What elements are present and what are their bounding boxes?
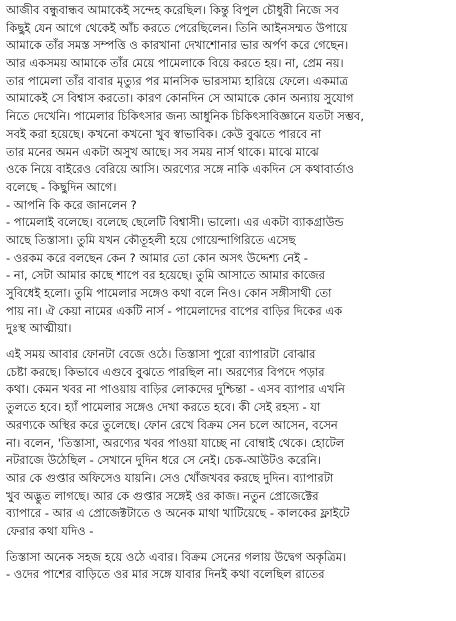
text-line: দুঃস্থ আত্মীয়া। xyxy=(6,321,72,336)
text-line: আমাকেই সে বিশ্বাস করতো। কারণ কোনদিন সে আমাকে কোন অন্যায় সুযোগ xyxy=(6,91,354,106)
text-line: তার মনের অমন একটা অসুখ আছে। সব সময় নার্স থাকে। মাঝে মাঝে xyxy=(6,144,319,159)
text-line: কথা। কেমন খবর না পাওয়ায় বাড়ির লোকদের দুশ্চিন্তা - এসব ব্যাপার এখনি xyxy=(6,382,345,397)
text-line: তিস্তাসা অনেক সহজ হয়ে ওঠে এবার। বিক্রম সেনের গলায় উদ্বেগ অকৃত্রিম। xyxy=(6,549,347,564)
text-line: আছে তিস্তাসা। তুমি যখন কৌতূহলী হয়ে গোয়েন্দাগিরিতে এসেছ xyxy=(6,232,296,247)
dialogue-line: - না, সেটা আমার কাছে শাপে বর হয়েছে। তুমি আসাতে আমার কাজের xyxy=(6,268,325,283)
text-line: আর কে গুপ্তার অফিসেও যায়নি। সেও খোঁজখবর করছে দুদিন। ব্যাপারটা xyxy=(6,470,334,485)
text-line: আজীব বন্ধুবান্ধব আমাকেই সন্দেহ করেছিল। কিন্তু বিপুল চৌধুরী নিজে সব xyxy=(6,3,339,17)
paragraph-gap xyxy=(6,338,452,346)
dialogue-line: - আপনি কি করে জানলেন ? xyxy=(6,197,137,212)
text-line: সবই করা হয়েছে। কখনো কখনো খুব স্বাভাবিক। কেউ বুঝতে পারবে না xyxy=(6,126,321,141)
paragraph-2 xyxy=(6,346,452,541)
text-line: এই সময় আবার ফোনটা বেজে ওঠে। তিস্তাসা পুরো ব্যাপারটা বোঝার xyxy=(6,347,316,362)
paragraph-gap xyxy=(6,541,452,549)
text-line: খুব অদ্ভুত লাগছে। আর কে গুপ্তার সঙ্গেই ওর কাজ। নতুন প্রোজেক্টের xyxy=(6,488,319,503)
text-line: অরণ্যকে অস্থির করে তুলেছে। ফোন রেখে বিক্রম সেন চলে আসেন, বসেন xyxy=(6,417,338,432)
text-line: কিছুই যেন আগে থেকেই আঁচ করতে পেরেছিলেন। তিনি আইনসম্মত উপায়ে xyxy=(6,20,348,35)
dialogue-line: - পামেলাই বলেছে। বলেছে ছেলেটি বিশ্বাসী। ভালো। এর একটা ব্যাকগ্রাউন্ড xyxy=(6,215,344,230)
dialogue-line: - ওদের পাশের বাড়িতে ওর মার সঙ্গে যাবার দিনই কথা বলেছিল রাতের xyxy=(6,567,325,582)
text-line: ওকে নিয়ে বাইরেও বেরিয়ে আসি। অরণ্যের সঙ্গে নাকি একদিন সে কথাবার্তাও xyxy=(6,162,354,177)
paragraph-3 xyxy=(6,549,452,584)
text-line: তার পামেলা তাঁর বাবার মৃত্যুর পর মানসিক ভারসাম্য হারিয়ে ফেলে। একমাত্র xyxy=(6,73,348,88)
text-line: নটরাজে উঠেছিল - সেখানে দুদিন ধরে সে নেই। চেক-আউটও করেনি। xyxy=(6,453,321,468)
text-line: বলেছে - কিছুদিন আগে। xyxy=(6,179,117,194)
text-line: না। বলেন, 'তিস্তাসা, অরণ্যের খবর পাওয়া যাচ্ছে না বোম্বাই থেকে। হোটেল xyxy=(6,435,345,450)
text-line: চেষ্টা করছে। কিভাবে এগুবে বুঝতে পারছিল না। অরণ্যের বিপদে পড়ার xyxy=(6,364,325,379)
text-line: আর একসময় আমাকে তাঁর মেয়ে পামেলাকে বিয়ে করতে হয়। না, প্রেম নয়। xyxy=(6,56,344,71)
text-line: পায় না। ঐ কেয়া নামের একটি নার্স - পামেলাদের বাপের বাড়ির দিকের এক xyxy=(6,303,343,318)
text-line: সুবিধেই হলো। তুমি পামেলার সঙ্গেও কথা বলে নিও। কোন সঙ্গীসাথী তো xyxy=(6,286,332,300)
text-line: আমাকে তাঁর সমস্ত সম্পত্তি ও কারখানা দেখাশোনার ভার অর্পণ করে গেছেন। xyxy=(6,38,349,53)
paragraph-1 xyxy=(6,2,452,338)
text-line: নিতে দেখেনি। পামেলার চিকিৎসার জন্য আধুনিক চিকিৎসাবিজ্ঞানে যতটা সম্ভব, xyxy=(6,109,364,124)
text-line: তুলতে হবে। হ্যাঁ পামেলার সঙ্গেও দেখা করতে হবে। কী সেই রহস্য - যা xyxy=(6,400,321,415)
text-line: ফেরার কথা যদিও - xyxy=(6,523,94,538)
text-line: ব্যাপারে - আর এ প্রোজেক্টটাতে ও অনেক মাথা খাটিয়েছে - কালকের ফ্লাইটে xyxy=(6,506,350,521)
dialogue-line: - ওরকম করে বলছেন কেন ? আমার তো কোন অসৎ উদ্দেশ্য নেই - xyxy=(6,250,308,265)
